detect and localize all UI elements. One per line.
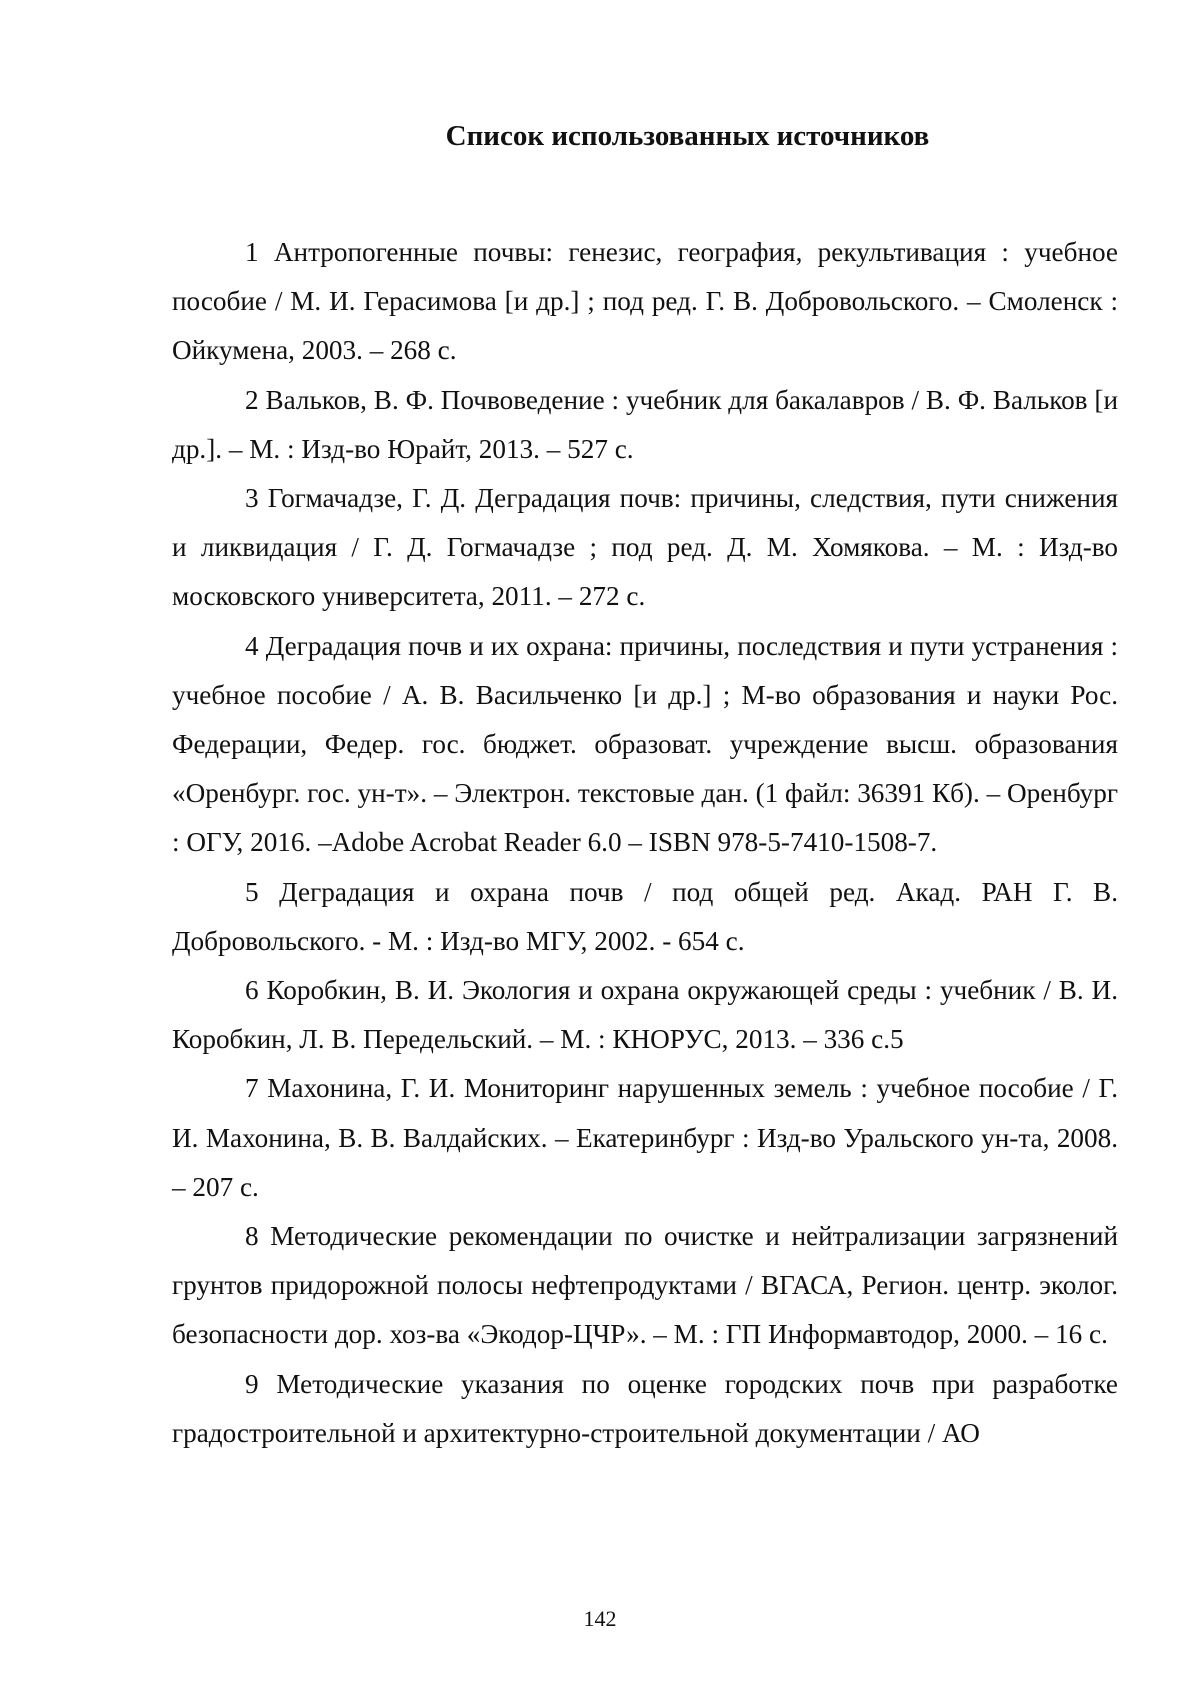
page-number: 142	[0, 1605, 1200, 1633]
reference-item-2: 2 Вальков, В. Ф. Почвоведение : учебник для бакалавров / В. Ф. Вальков [и др.]. – М. : Изд-во Юрайт, 2013. – 527 с.	[172, 376, 1118, 474]
reference-list	[172, 228, 1118, 1458]
reference-item-5: 5 Деградация и охрана почв / под общей ред. Акад. РАН Г. В. Добровольского. - М. : Изд-во МГУ, 2002. - 654 с.	[172, 868, 1118, 966]
reference-item-4: 4 Деградация почв и их охрана: причины, последствия и пути устранения : учебное пособие / А. В. Васильченко [и др.] ; М-во образования и науки Рос. Федерации, Федер. гос. бюджет. образоват. учреждение высш. образования «Оренбург. гос. ун-т». – Электрон. текстовые дан. (1 файл: 36391 Кб). – Оренбург : ОГУ, 2016. –Adobe Acrobat Reader 6.0 – ISBN 978-5-7410-1508-7.	[172, 622, 1118, 868]
reference-item-7: 7 Махонина, Г. И. Мониторинг нарушенных земель : учебное пособие / Г. И. Махонина, В. В. Валдайских. – Екатеринбург : Изд-во Уральского ун-та, 2008. – 207 с.	[172, 1064, 1118, 1212]
page-title: Список использованных источников	[0, 118, 1200, 154]
reference-item-8: 8 Методические рекомендации по очистке и нейтрализации загрязнений грунтов придорожной полосы нефтепродуктами / ВГАСА, Регион. центр. эколог. безопасности дор. хоз-ва «Экодор-ЦЧР». – М. : ГП Информавтодор, 2000. – 16 с.	[172, 1212, 1118, 1360]
reference-item-9: 9 Методические указания по оценке городских почв при разработке градостроительной и архитектурно-строительной документации / АО	[172, 1360, 1118, 1458]
reference-item-1: 1 Антропогенные почвы: генезис, география, рекультивация : учебное пособие / М. И. Герасимова [и др.] ; под ред. Г. В. Добровольского. – Смоленск : Ойкумена, 2003. – 268 с.	[172, 228, 1118, 376]
reference-item-3: 3 Гогмачадзе, Г. Д. Деградация почв: причины, следствия, пути снижения и ликвидация / Г. Д. Гогмачадзе ; под ред. Д. М. Хомякова. – М. : Изд-во московского университета, 2011. – 272 с.	[172, 474, 1118, 622]
document-page	[0, 0, 1200, 1697]
reference-item-6: 6 Коробкин, В. И. Экология и охрана окружающей среды : учебник / В. И. Коробкин, Л. В. Передельский. – М. : КНОРУС, 2013. – 336 с.5	[172, 966, 1118, 1064]
